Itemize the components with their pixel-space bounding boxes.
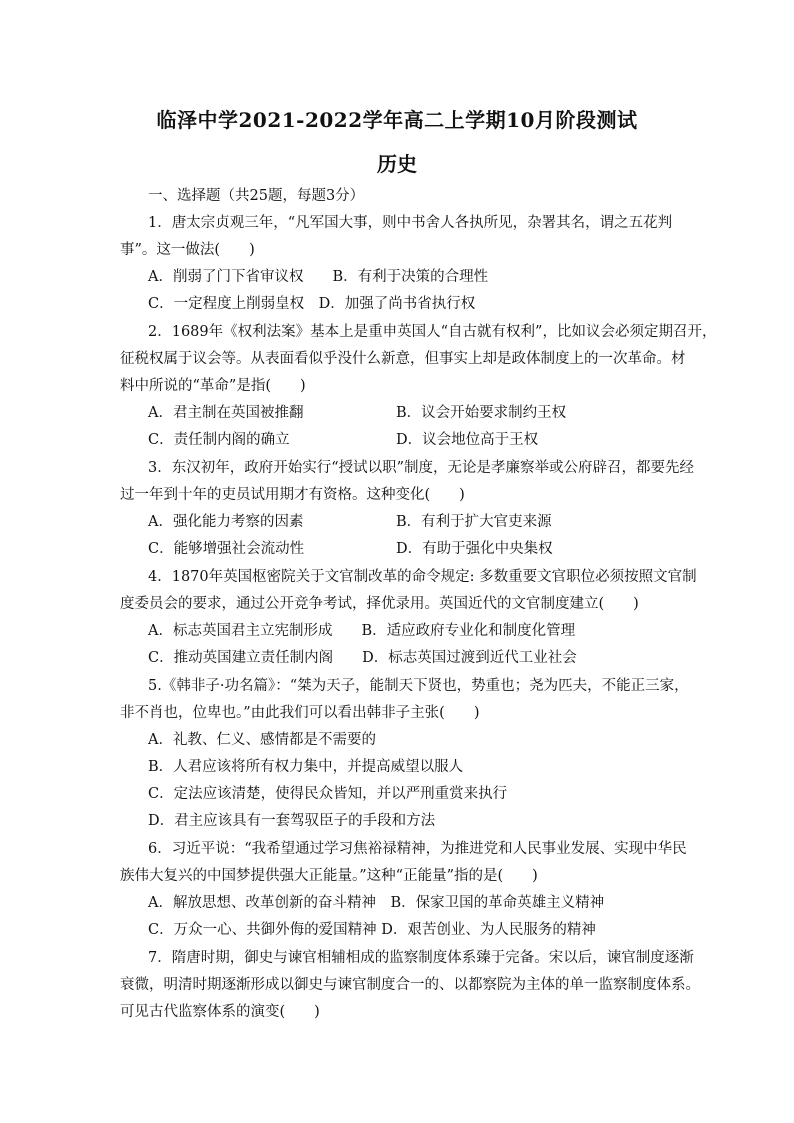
- question-4-options-row-2: C．推动英国建立责任制内阁 D．标志英国过渡到近代工业社会: [148, 650, 577, 666]
- question-4-line-2: 度委员会的要求，通过公开竞争考试，择优录用。英国近代的文官制度建立( ): [120, 596, 639, 612]
- question-2-line-3: 料中所说的“革命”是指( ): [120, 378, 306, 394]
- question-3-option-a: A．强化能力考察的因素: [148, 514, 304, 530]
- question-5-option-d: D．君主应该具有一套驾驭臣子的手段和方法: [148, 813, 436, 829]
- question-3-option-b: B．有利于扩大官吏来源: [396, 514, 552, 530]
- question-1-line-2: 事”。这一做法( ): [120, 242, 255, 258]
- question-4-options-row-1: A．标志英国君主立宪制形成 B．适应政府专业化和制度化管理: [148, 623, 576, 639]
- question-6-line-1: 6．习近平说：“我希望通过学习焦裕禄精神，为推进党和人民事业发展、实现中华民: [148, 841, 687, 857]
- question-1-options-row-2: C．一定程度上削弱皇权 D．加强了尚书省执行权: [148, 296, 476, 312]
- question-5-option-a: A．礼教、仁义、感情都是不需要的: [148, 732, 376, 748]
- question-5-option-c: C．定法应该清楚，使得民众皆知，并以严刑重赏来执行: [148, 786, 508, 802]
- question-7-line-2: 衰微，明清时期逐渐形成以御史与谏官制度合一的、以都察院为主体的单一监察制度体系。: [120, 977, 700, 993]
- question-2-line-1: 2．1689年《权利法案》基本上是重申英国人“自古就有权利”，比如议会必须定期召开，: [148, 324, 717, 340]
- question-3-option-c: C．能够增强社会流动性: [148, 541, 305, 557]
- question-5-line-1: 5.《韩非子·功名篇》：“桀为天子，能制天下贤也，势重也；尧为匹夫，不能正三家，: [148, 678, 689, 694]
- question-2-option-d: D．议会地位高于王权: [396, 432, 539, 448]
- question-2-line-2: 征税权属于议会等。从表面看似乎没什么新意，但事实上却是政体制度上的一次革命。材: [120, 351, 686, 367]
- question-4-line-1: 4．1870年英国枢密院关于文官制改革的命令规定: 多数重要文官职位必须按照文官制: [148, 569, 697, 585]
- question-3-line-1: 3．东汉初年，政府开始实行“授试以职”制度，无论是孝廉察举或公府辟召，都要先经: [148, 460, 695, 476]
- question-6-line-2: 族伟大复兴的中国梦提供强大正能量。”这种“正能量”指的是( ): [120, 868, 538, 884]
- subject-heading: 历史: [377, 152, 417, 176]
- question-3-option-d: D．有助于强化中央集权: [396, 541, 553, 557]
- question-3-line-2: 过一年到十年的吏员试用期才有资格。这种变化( ): [120, 487, 465, 503]
- exam-title: 临泽中学2021-2022学年高二上学期10月阶段测试: [156, 108, 638, 132]
- section-heading: 一、选择题（共25题，每题3分）: [148, 188, 365, 204]
- question-7-line-1: 7．隋唐时期，御史与谏官相辅相成的监察制度体系臻于完备。宋以后，谏官制度逐渐: [148, 950, 694, 966]
- question-7-line-3: 可见古代监察体系的演变( ): [120, 1004, 320, 1020]
- question-1-line-1: 1．唐太宗贞观三年，“凡军国大事，则中书舍人各执所见，杂署其名，谓之五花判: [148, 215, 673, 231]
- question-2-option-a: A．君主制在英国被推翻: [148, 405, 304, 421]
- question-5-line-2: 非不肖也，位卑也。”由此我们可以看出韩非子主张( ): [120, 705, 480, 721]
- question-5-option-b: B．人君应该将所有权力集中，并提高威望以服人: [148, 759, 464, 775]
- question-6-options-row-1: A．解放思想、改革创新的奋斗精神 B．保家卫国的革命英雄主义精神: [148, 895, 605, 911]
- question-6-options-row-2: C．万众一心、共御外侮的爱国精神 D．艰苦创业、为人民服务的精神: [148, 922, 596, 938]
- question-2-option-c: C．责任制内阁的确立: [148, 432, 290, 448]
- question-2-option-b: B．议会开始要求制约王权: [396, 405, 567, 421]
- question-1-options-row-1: A．削弱了门下省审议权 B．有利于决策的合理性: [148, 269, 489, 285]
